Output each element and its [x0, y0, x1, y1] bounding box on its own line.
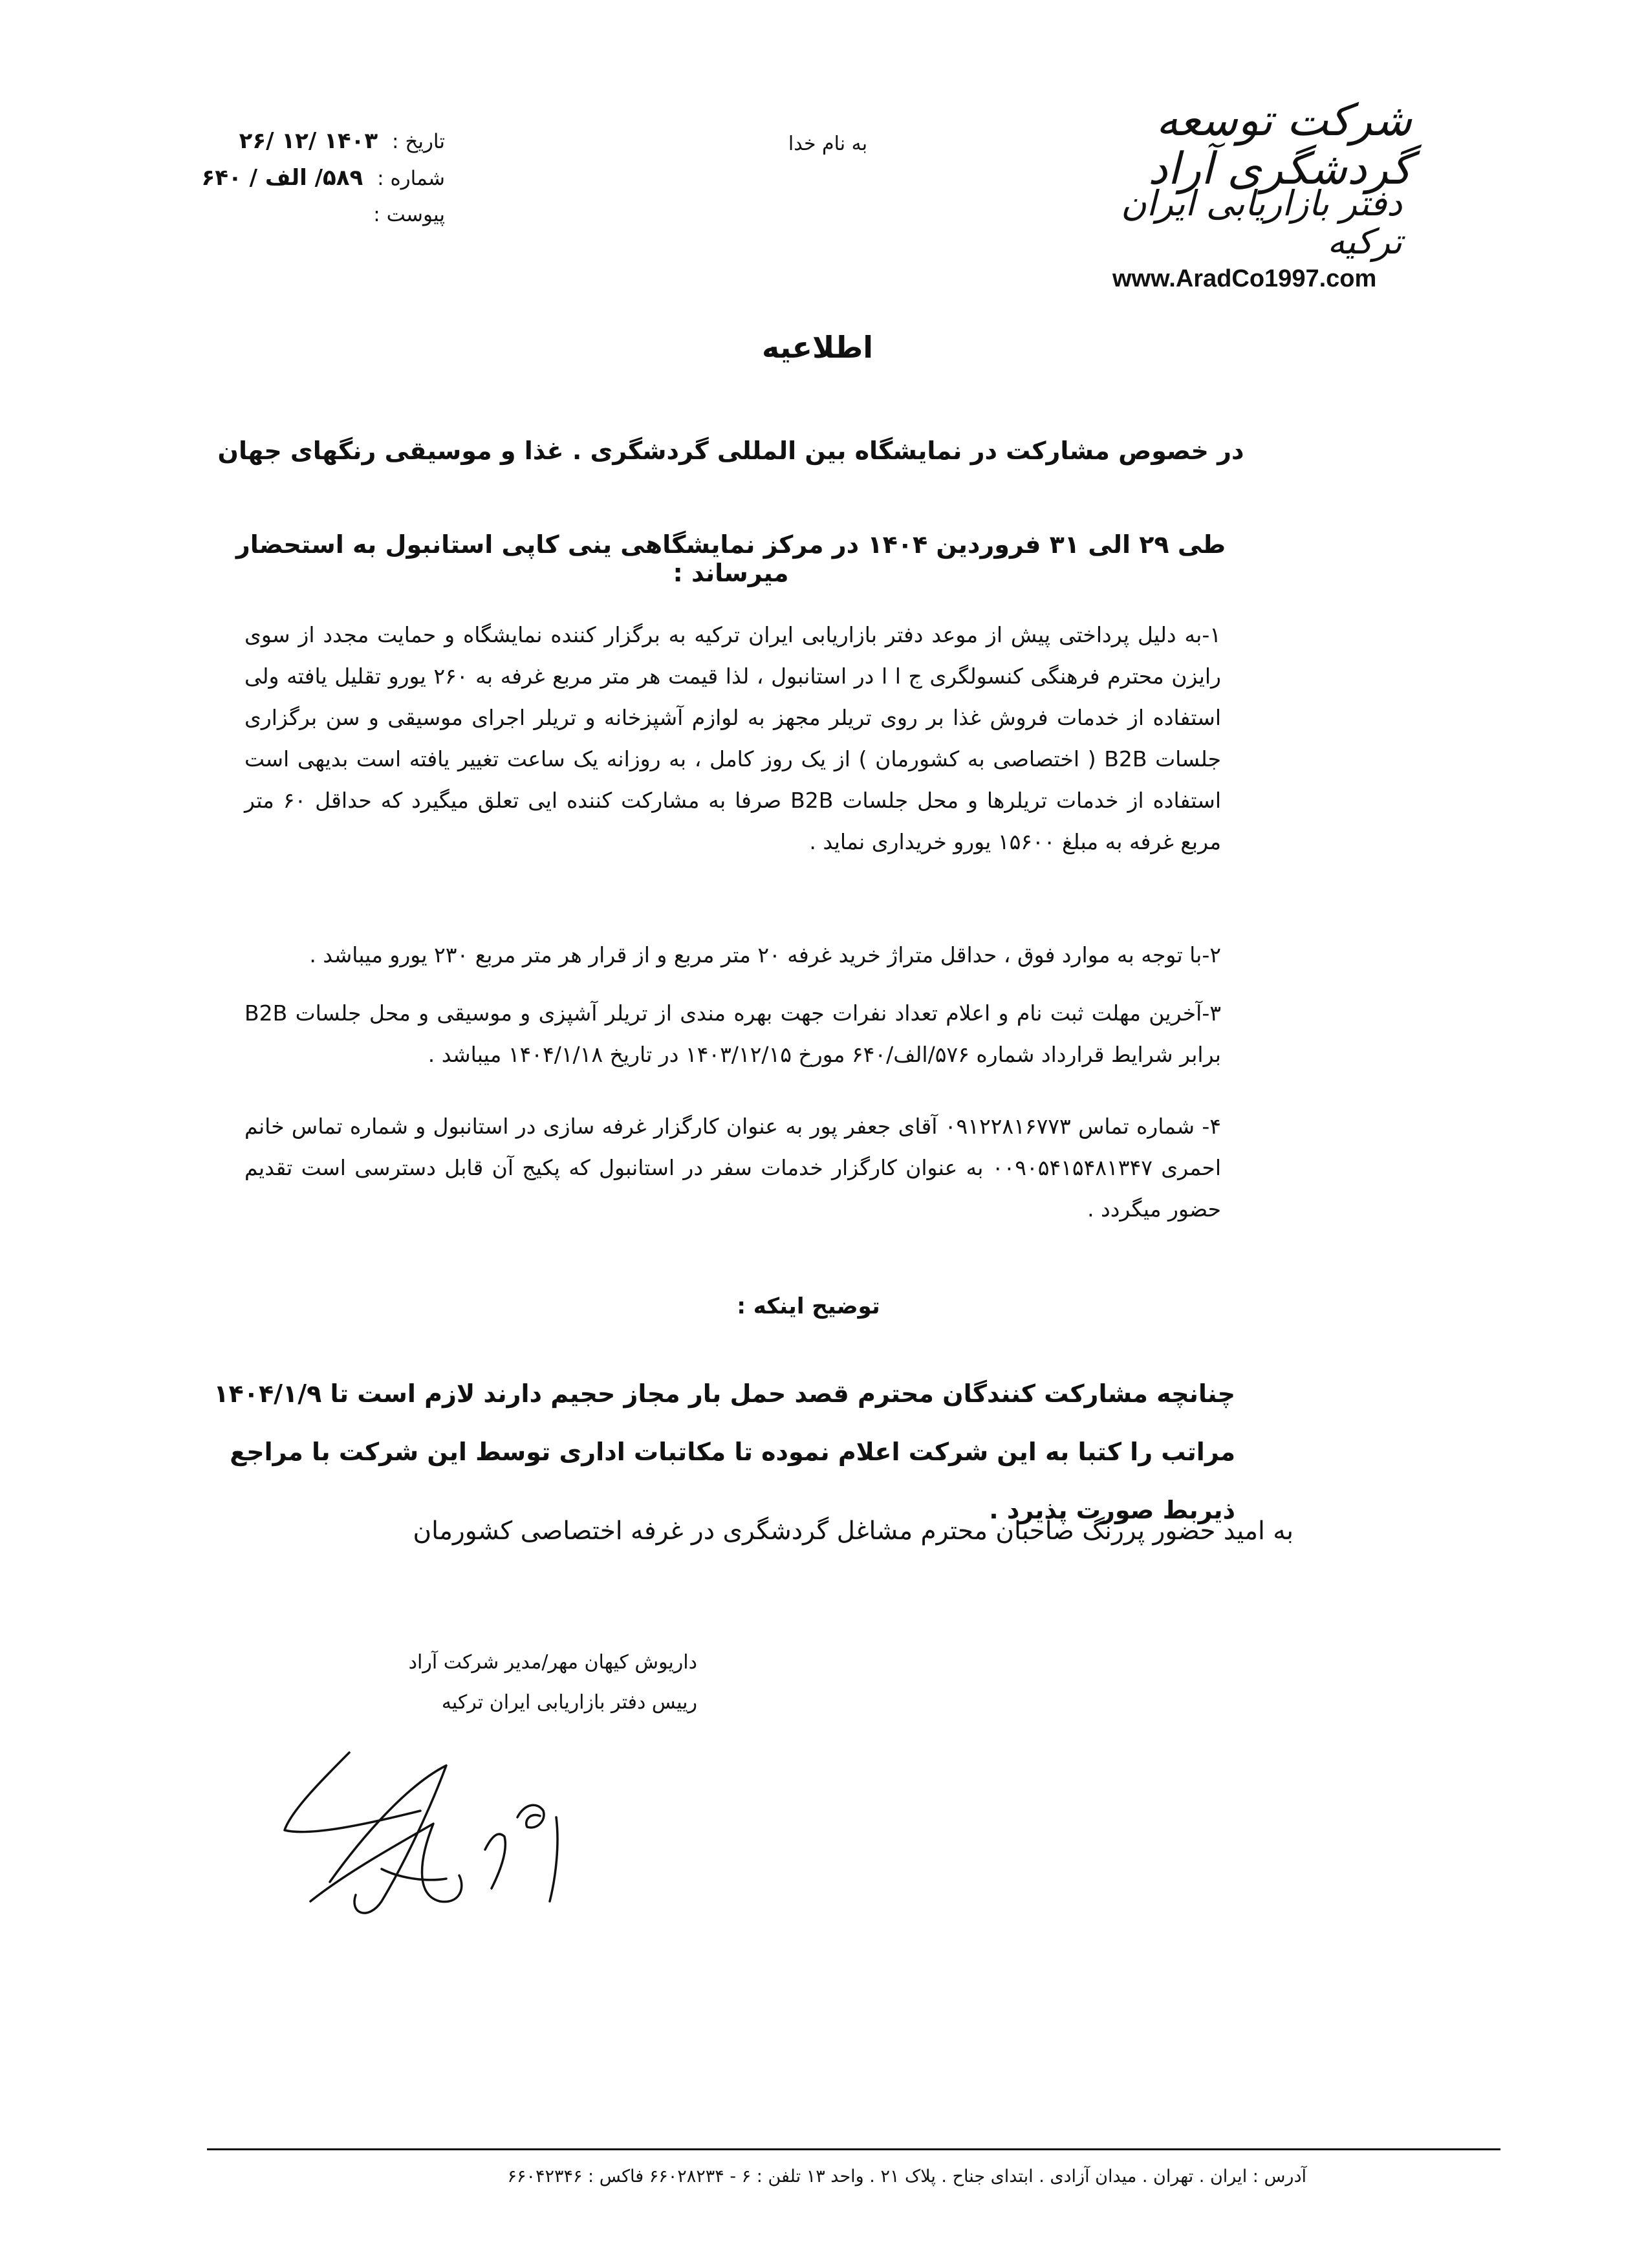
- date-label: تاریخ :: [392, 130, 445, 153]
- notice-item: ۴- شماره تماس ۰۹۱۲۲۸۱۶۷۷۳ آقای جعفر پور به عنوان کارگزار غرفه سازی در استانبول و شماره تماس خانم احمری ۰۰۹۰۵۴۱۵۴۸۱۳۴۷ به عنوان کارگزار خدمات سفر در استانبول که پکیج آن قابل دسترسی است تقدیم حضور میگردد .: [244, 1114, 1221, 1222]
- closing-line: به امید حضور پررنگ صاحبان محترم مشاغل گردشگری در غرفه اختصاصی کشورمان: [413, 1517, 1294, 1546]
- company-name: شرکت توسعه گردشگری آراد: [1148, 95, 1412, 195]
- explain-heading: توضیح اینکه :: [737, 1293, 880, 1319]
- number-label: شماره :: [377, 167, 445, 190]
- footer-address: آدرس : ایران . تهران . میدان آزادی . ابتدای جناح . پلاک ۲۱ . واحد ۱۳ تلفن : ۶ - ۶۶۰۲۸۲۳۴ فاکس : ۶۶۰۴۲۳۴۶: [507, 2166, 1306, 2187]
- notice-item: ۱-به دلیل پرداختی پیش از موعد دفتر بازاریابی ایران ترکیه به برگزار کننده نمایشگاه و حمایت مجدد از سوی رایزن محترم فرهنگی کنسولگری ج ا ا در استانبول ، لذا قیمت هر متر مربع غرفه به ۲۶۰ یورو تقلیل یافته ولی استفاده از خدمات فروش غذا بر روی تریلر مجهز به لوازم آشپزخانه و تریلر اجرای موسیقی و سن برگزاری جلسات B2B ( اختصاصی به کشورمان ) از یک روز کامل ، به روزانه یک ساعت تغییر یافته است بدیهی است استفاده از خدمات تریلرها و محل جلسات B2B صرفا به مشارکت کننده ایی تعلق میگیرد که حداقل ۶۰ متر مربع غرفه به مبلغ ۱۵۶۰۰ یورو خریداری نماید .: [244, 622, 1222, 854]
- notice-title: اطلاعیه: [761, 330, 874, 365]
- handwritten-signature: [272, 1740, 608, 1947]
- notice-item: ۳-آخرین مهلت ثبت نام و اعلام تعداد نفرات جهت بهره مندی از تریلر آشپزی و موسیقی و محل جلسات B2B برابر شرایط قرارداد شماره ۵۷۶/الف/۶۴۰ مورخ ۱۴۰۳/۱۲/۱۵ در تاریخ ۱۴۰۴/۱/۱۸ میباشد .: [244, 1000, 1221, 1067]
- letter-meta: [173, 123, 445, 233]
- footer-divider: [207, 2148, 1500, 2150]
- explain-text: چنانچه مشارکت کنندگان محترم قصد حمل بار مجاز حجیم دارند لازم است تا ۱۴۰۴/۱/۹ مراتب را کتبا به این شرکت اعلام نموده تا مکاتبات اداری توسط این شرکت با مراجع ذیربط صورت پذیرد .: [213, 1379, 1235, 1524]
- signer-name-title: داریوش کیهان مهر/مدیر شرکت آراد: [408, 1651, 697, 1674]
- bismillah-heading: به نام خدا: [788, 133, 868, 155]
- subject-line: طی ۲۹ الی ۳۱ فروردین ۱۴۰۴ در مرکز نمایشگاهی ینی کاپی استانبول به استحضار میرساند :: [235, 530, 1226, 587]
- number-value: ۵۸۹/ الف / ۶۴۰: [201, 165, 363, 191]
- signer-block: [296, 1643, 697, 1723]
- attachment-line: [173, 197, 445, 233]
- office-name: دفتر بازاریابی ایران ترکیه: [1121, 183, 1402, 263]
- date-value: ۱۴۰۳ /۱۲ /۲۶: [239, 128, 378, 154]
- number-line: [173, 160, 445, 197]
- signer-office-title: رییس دفتر بازاریابی ایران ترکیه: [441, 1691, 697, 1714]
- website-url: www.AradCo1997.com: [1112, 265, 1377, 292]
- date-line: [173, 123, 445, 160]
- subject-line: در خصوص مشارکت در نمایشگاه بین المللی گردشگری . غذا و موسیقی رنگهای جهان: [217, 437, 1244, 465]
- notice-item: ۲-با توجه به موارد فوق ، حداقل متراژ خرید غرفه ۲۰ متر مربع و از قرار هر متر مربع ۲۳۰ یورو میباشد .: [309, 942, 1221, 967]
- attachment-label: پیوست :: [373, 203, 445, 226]
